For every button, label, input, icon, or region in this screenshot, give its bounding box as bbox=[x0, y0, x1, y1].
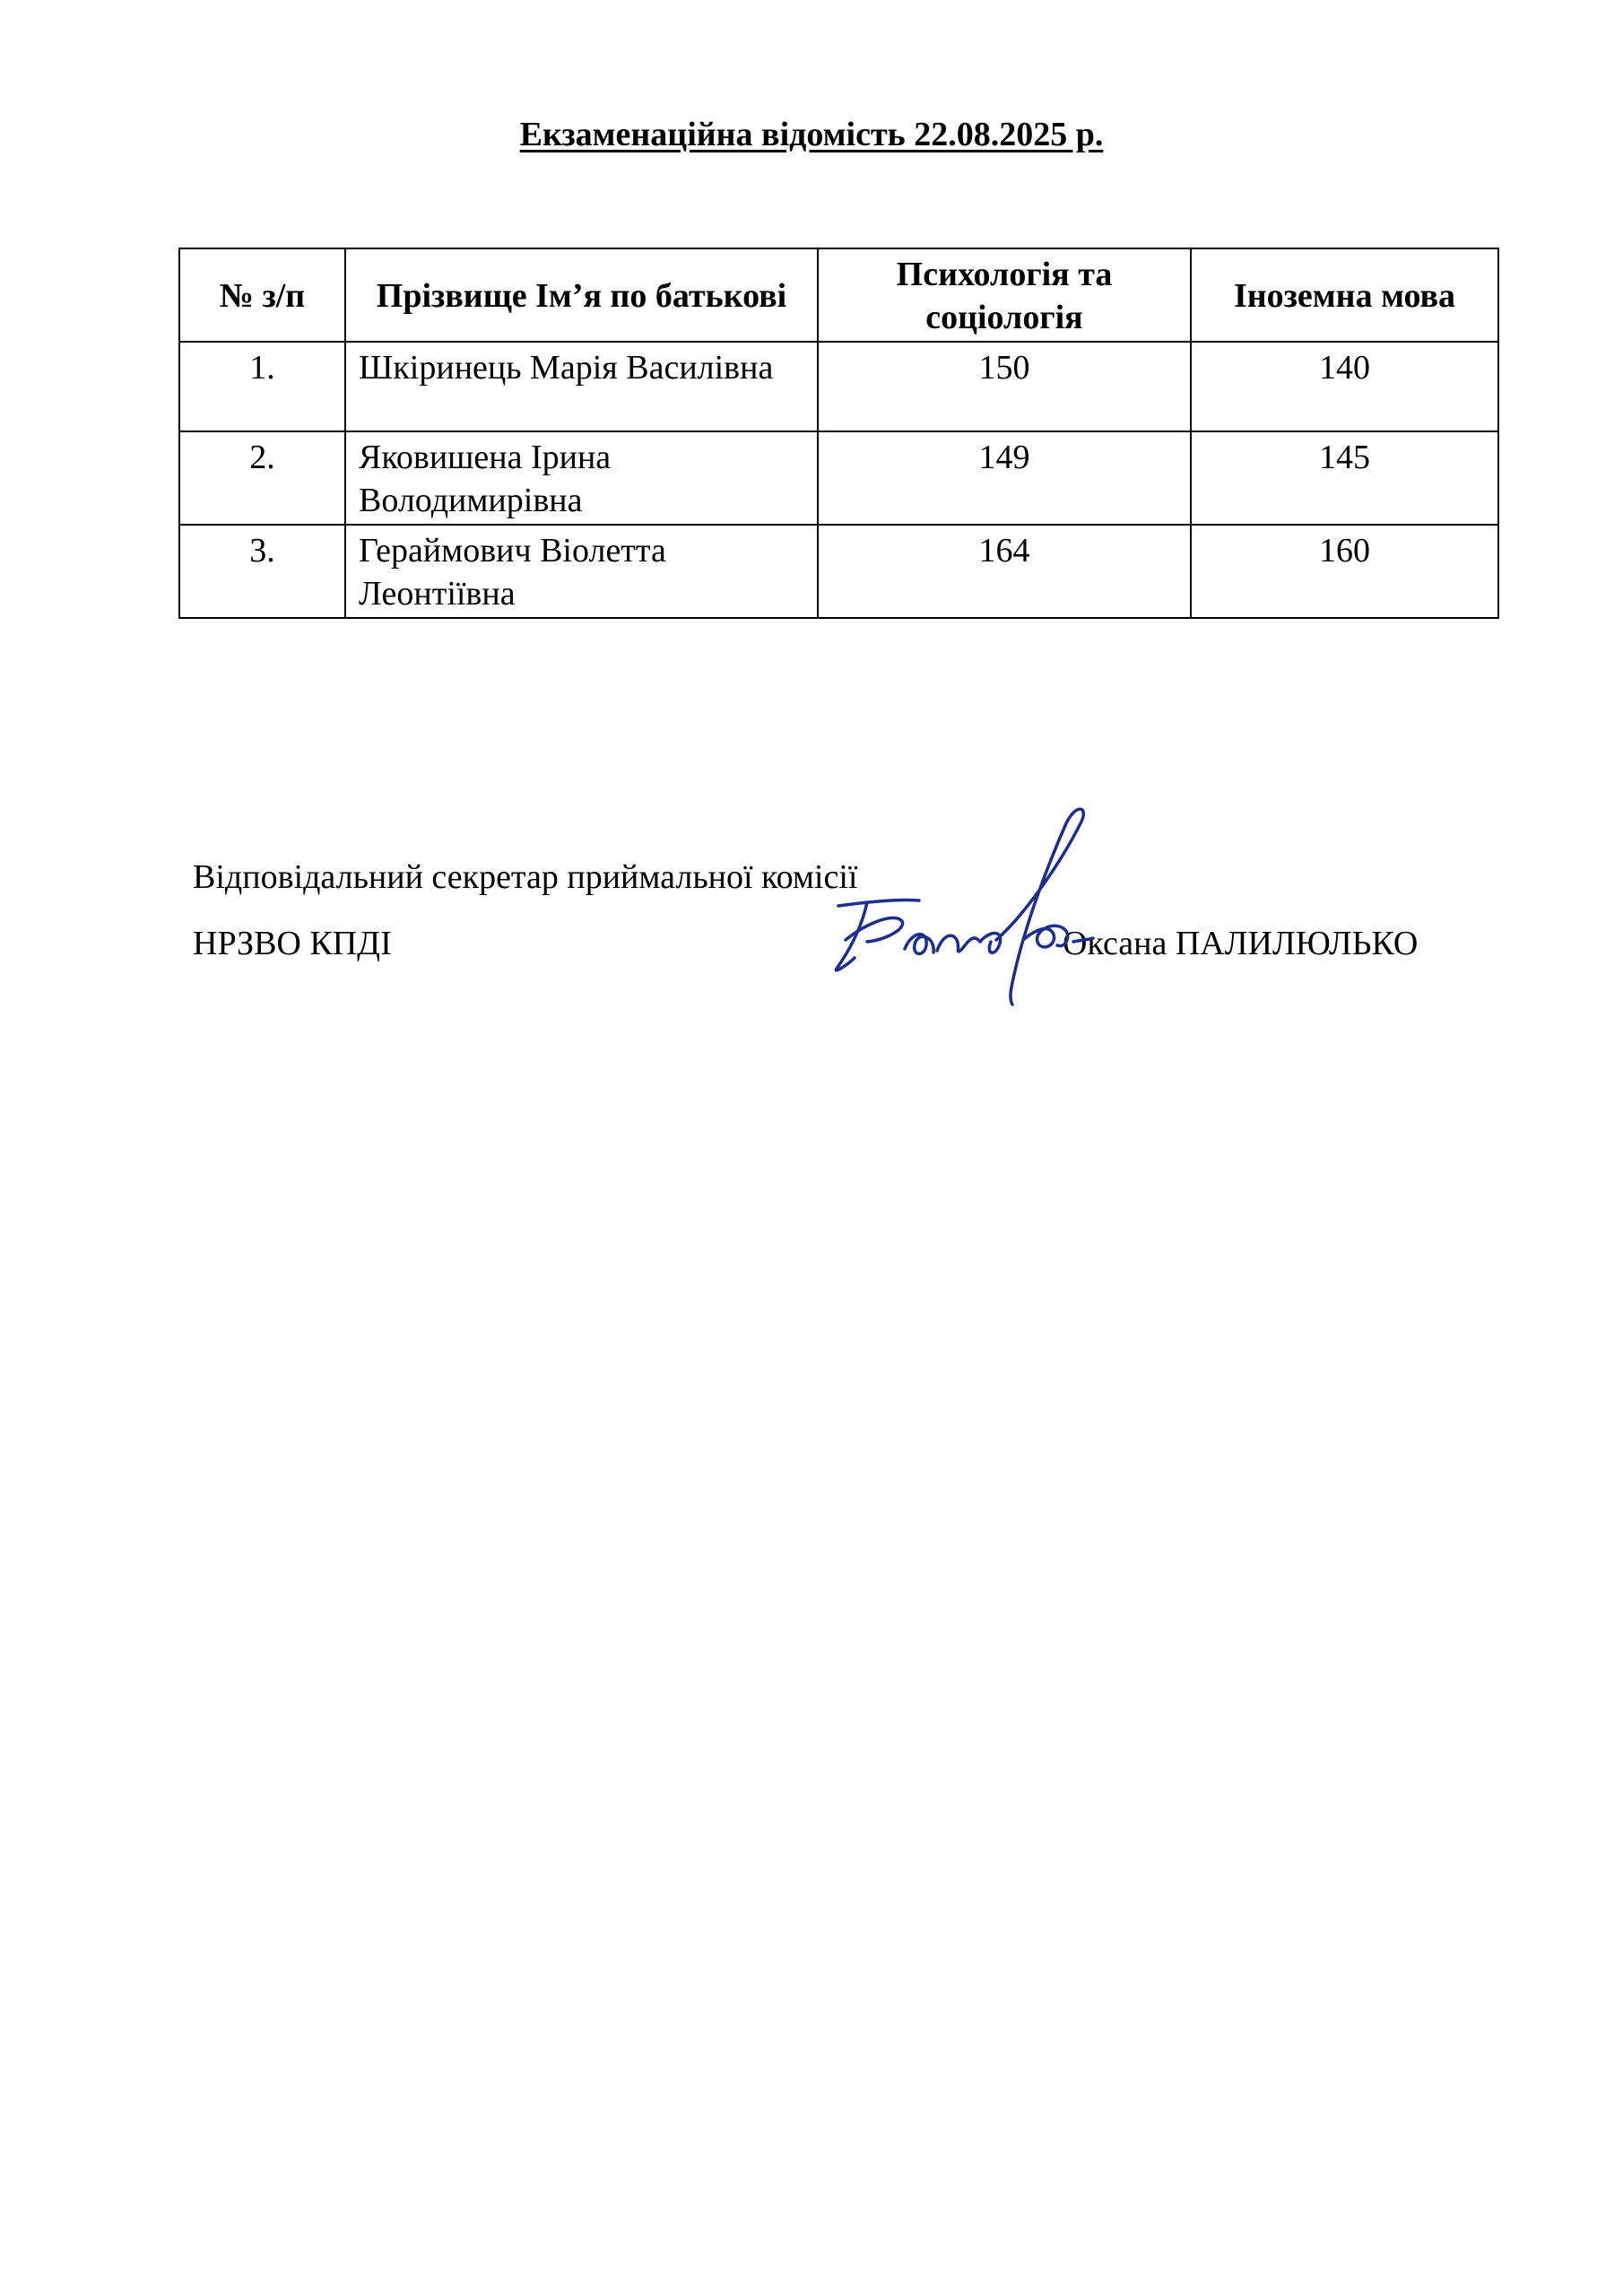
header-subject-language: Іноземна мова bbox=[1191, 248, 1498, 342]
signatory-name: Оксана ПАЛИЛЮЛЬКО bbox=[1063, 925, 1419, 962]
row-score-language: 160 bbox=[1191, 525, 1498, 618]
row-name: Гераймович Віолетта Леонтіївна bbox=[345, 525, 818, 618]
row-score-psychology: 150 bbox=[818, 342, 1191, 431]
results-table bbox=[178, 248, 1499, 619]
table-row bbox=[179, 342, 1498, 431]
header-subject-psychology: Психологія та соціологія bbox=[818, 248, 1191, 342]
page-title: Екзаменаційна відомість 22.08.2025 р. bbox=[519, 116, 1104, 153]
table-row bbox=[179, 431, 1498, 525]
row-number: 3. bbox=[179, 525, 345, 618]
row-number: 1. bbox=[179, 342, 345, 431]
header-number: № з/п bbox=[179, 248, 345, 342]
row-score-language: 145 bbox=[1191, 431, 1498, 525]
header-name: Прізвище Ім’я по батькові bbox=[345, 248, 818, 342]
signatory-organization: НРЗВО КПДІ bbox=[193, 925, 392, 962]
row-number: 2. bbox=[179, 431, 345, 525]
row-name: Шкіринець Марія Василівна bbox=[345, 342, 818, 431]
signatory-role: Відповідальний секретар приймальної комісії bbox=[193, 858, 858, 896]
handwritten-signature bbox=[812, 805, 1251, 1012]
row-name: Яковишена Ірина Володимирівна bbox=[345, 431, 818, 525]
row-score-language: 140 bbox=[1191, 342, 1498, 431]
row-score-psychology: 149 bbox=[818, 431, 1191, 525]
row-score-psychology: 164 bbox=[818, 525, 1191, 618]
table-header-row bbox=[179, 248, 1498, 342]
signature-block bbox=[193, 852, 1502, 1049]
table-row bbox=[179, 525, 1498, 618]
